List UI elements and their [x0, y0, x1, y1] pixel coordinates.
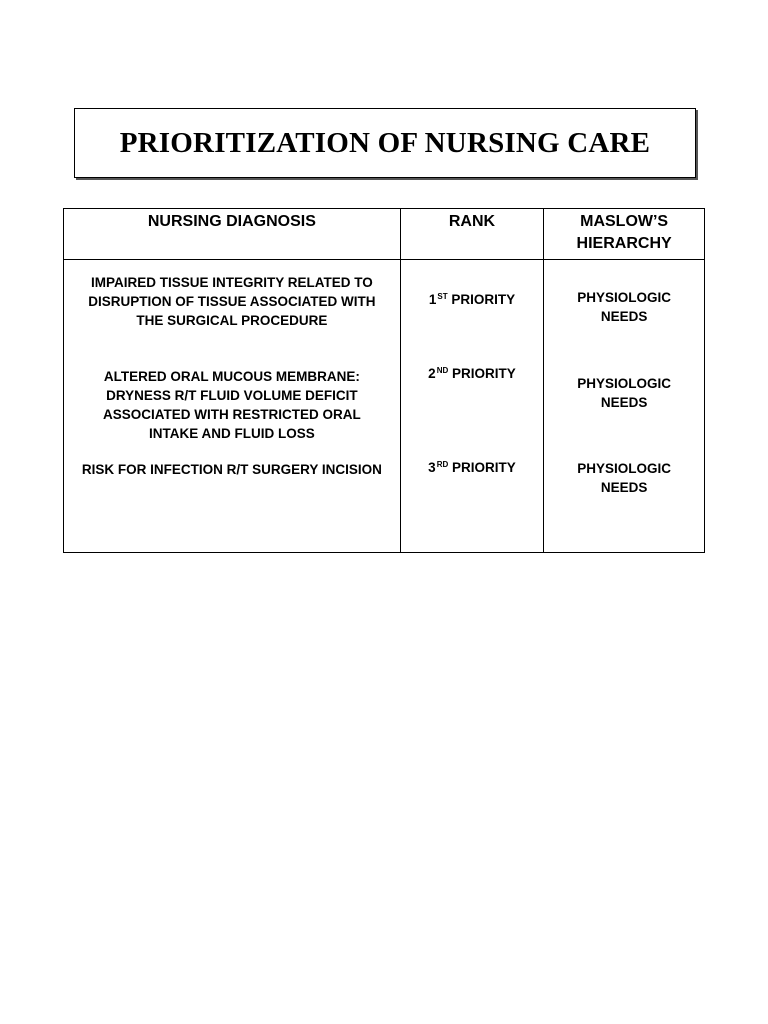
rank-item-1 — [401, 290, 544, 309]
title-box — [74, 108, 696, 178]
header-maslow-hierarchy — [544, 209, 705, 260]
rank-column — [400, 260, 544, 553]
table-row — [64, 260, 705, 553]
maslow-item-3: PHYSIOLOGIC NEEDS — [577, 461, 671, 495]
rank-label: PRIORITY — [452, 460, 516, 475]
nursing-care-table — [63, 208, 705, 553]
diagnosis-item-2: ALTERED ORAL MUCOUS MEMBRANE: DRYNESS R/T FLUID VOLUME DEFICIT ASSOCIATED WITH RESTRICTED ORAL INTAKE AND FLUID LOSS — [102, 369, 361, 441]
rank-item-2 — [401, 364, 544, 383]
rank-number: 2 — [428, 366, 436, 381]
rank-ordinal-suffix: RD — [436, 460, 449, 469]
header-rank: RANK — [400, 209, 544, 260]
table-header-row — [64, 209, 705, 260]
diagnosis-item-3: RISK FOR INFECTION R/T SURGERY INCISION — [81, 462, 382, 477]
header-nursing-diagnosis: NURSING DIAGNOSIS — [64, 209, 401, 260]
rank-item-3 — [401, 458, 544, 477]
maslow-item-2: PHYSIOLOGIC NEEDS — [577, 376, 671, 410]
rank-label: PRIORITY — [452, 366, 516, 381]
maslow-item-1: PHYSIOLOGIC NEEDS — [577, 290, 671, 324]
rank-ordinal-suffix: ST — [437, 292, 448, 301]
diagnosis-column — [64, 260, 401, 553]
diagnosis-item-1: IMPAIRED TISSUE INTEGRITY RELATED TO DISRUPTION OF TISSUE ASSOCIATED WITH THE SURGICAL PROCEDURE — [88, 275, 376, 328]
header-maslow-label: MASLOW’S HIERARCHY — [576, 213, 672, 252]
rank-number: 3 — [428, 460, 436, 475]
rank-number: 1 — [428, 292, 437, 307]
rank-ordinal-suffix: ND — [436, 366, 449, 375]
page-title: PRIORITIZATION OF NURSING CARE — [119, 126, 651, 159]
rank-label: PRIORITY — [451, 292, 516, 307]
maslow-column — [544, 260, 705, 553]
